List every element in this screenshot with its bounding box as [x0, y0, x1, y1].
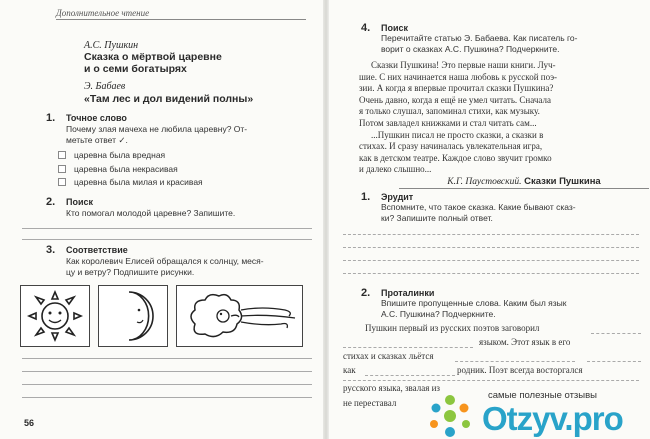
right-page	[329, 0, 650, 439]
writing-line[interactable]	[22, 358, 312, 359]
fill-line: русского языка, звалая из	[343, 383, 440, 393]
fill-line: стихах и сказках льётся	[343, 351, 434, 361]
fill-line: родник. Поэт всегда восторгался	[457, 365, 583, 375]
task-title: Соответствие	[66, 245, 128, 255]
task-question: Кто помогал молодой царевне? Запишите.	[66, 208, 236, 218]
article-title: «Там лес и дол видений полны»	[84, 93, 254, 105]
task-question: Почему злая мачеха не любила царевну? От- метьте ответ ✓.	[66, 124, 248, 145]
blank-field[interactable]	[343, 347, 473, 348]
excerpt-text: Сказки Пушкина! Это первые наши книги. Луч- шие. С них начинается наша любовь к русской поэ- зии. А когда я впервые прочитал сказки Пушкина? Очень давно, когда я ещё не умел читать. Сначала я только слушал, запоминал стихи, как музыку. Потом завладел книжками и стал читать сам... ...Пушкин писал не просто сказки, а сказки в стихах. И сразу начиналась увлекательная игра, как в детском театре. Каждое слово звучит громко и далеко слышно...	[359, 60, 558, 175]
fill-line: Пушкин первый из русских поэтов заговорил	[365, 323, 540, 333]
work-title: Сказка о мёртвой царевне и о семи богатырях	[84, 51, 222, 75]
writing-line[interactable]	[22, 371, 312, 372]
blank-field[interactable]	[455, 361, 575, 362]
writing-line[interactable]	[22, 384, 312, 385]
sun-icon	[21, 286, 89, 346]
moon-picture	[98, 285, 168, 347]
task-question: Вспомните, что такое сказка. Какие бывают сказ- ки? Запишите полный ответ.	[381, 202, 576, 223]
task-number: 3.	[46, 244, 56, 256]
task-number: 2.	[361, 287, 371, 299]
writing-line[interactable]	[343, 273, 639, 274]
blank-field[interactable]	[591, 333, 641, 334]
fill-line: языком. Этот язык в его	[479, 337, 571, 347]
task-number: 1.	[361, 191, 371, 203]
moon-icon	[99, 286, 167, 346]
answer-option[interactable]: царевна была некрасивая	[58, 164, 178, 174]
task-title: Эрудит	[381, 192, 414, 202]
site-watermark	[420, 388, 650, 439]
writing-line[interactable]	[22, 239, 312, 240]
left-page	[0, 0, 323, 439]
writing-line[interactable]	[343, 380, 639, 381]
author-name: А.С. Пушкин	[84, 40, 139, 51]
checkbox[interactable]	[58, 178, 66, 186]
blank-field[interactable]	[587, 361, 641, 362]
answer-option[interactable]: царевна была вредная	[58, 150, 165, 160]
fill-line: как	[343, 365, 356, 375]
answer-option[interactable]: царевна была милая и красивая	[58, 177, 203, 187]
writing-line[interactable]	[343, 234, 639, 235]
watermark-brand: Otzyv.pro	[482, 400, 623, 437]
writing-line[interactable]	[343, 247, 639, 248]
running-header: Дополнительное чтение	[56, 8, 306, 20]
task-question: Впишите пропущенные слова. Каким был язык А.С. Пушкина? Подчеркните.	[381, 298, 567, 319]
wind-picture	[176, 285, 303, 347]
task-number: 2.	[46, 196, 56, 208]
watermark-tagline: самые полезные отзывы	[488, 390, 597, 401]
blank-field[interactable]	[365, 375, 455, 376]
writing-line[interactable]	[343, 260, 639, 261]
task-title: Поиск	[381, 23, 409, 33]
task-question: Перечитайте статью Э. Бабаева. Как писатель го- ворит о сказках А.С. Пушкина? Подчеркните.	[381, 33, 578, 54]
task-question: Как королевич Елисей обращался к солнцу, меся- цу и ветру? Подпишите рисунки.	[66, 256, 264, 277]
task-number: 1.	[46, 112, 56, 124]
wind-cloud-icon	[177, 286, 302, 346]
page-number: 56	[24, 418, 35, 428]
article-author: Э. Бабаев	[84, 81, 126, 92]
task-number: 4.	[361, 22, 371, 34]
checkbox[interactable]	[58, 165, 66, 173]
task-title: Поиск	[66, 197, 94, 207]
fill-line: не переставал	[343, 398, 397, 408]
task-title: Точное слово	[66, 113, 127, 123]
logo-icon	[428, 394, 472, 438]
writing-line[interactable]	[22, 228, 312, 229]
sun-picture	[20, 285, 90, 347]
task-title: Проталинки	[381, 288, 435, 298]
section-heading: К.Г. Паустовский. Сказки Пушкина	[399, 176, 649, 189]
checkbox[interactable]	[58, 151, 66, 159]
writing-line[interactable]	[22, 397, 312, 398]
